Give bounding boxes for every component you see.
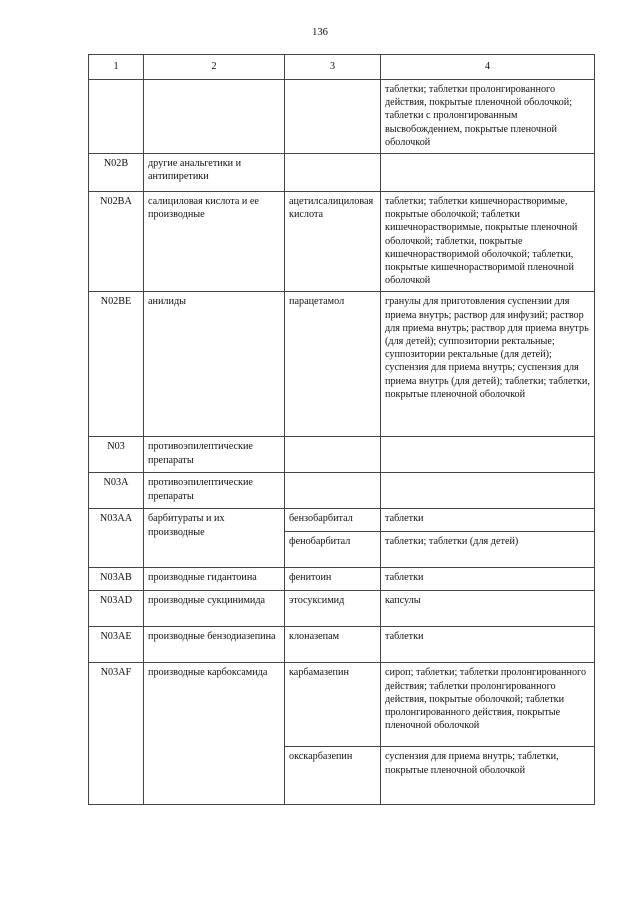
table-row	[89, 568, 595, 591]
group-cell: другие анальгетики и антипиретики	[144, 154, 285, 192]
table-row	[89, 473, 595, 509]
forms-cell: капсулы	[381, 591, 595, 627]
table-row	[89, 591, 595, 627]
forms-cell: гранулы для приготовления суспензии для приема внутрь; раствор для инфузий; раствор для приема внутрь; раствор для приема внутрь (для детей); суппозитории ректальные; суппозитории ректальные (для детей); суспензия для приема внутрь; суспензия для приема внутрь (для детей); таблетки; таблетки, покрытые пленочной оболочкой	[381, 292, 595, 437]
drug-cell: фенитоин	[285, 568, 381, 591]
table-row	[89, 192, 595, 292]
forms-cell: сироп; таблетки; таблетки пролонгированного действия; таблетки пролонгированного действия, покрытые оболочкой; таблетки пролонгированного действия, покрытые пленочной оболочкой	[381, 663, 595, 747]
forms-cell: таблетки; таблетки (для детей)	[381, 532, 595, 568]
group-cell: производные бензодиазепина	[144, 627, 285, 663]
group-cell	[144, 80, 285, 154]
code-cell: N03AF	[89, 663, 144, 805]
medication-table	[88, 54, 595, 805]
drug-cell: фенобарбитал	[285, 532, 381, 568]
forms-cell: таблетки	[381, 509, 595, 532]
code-cell: N03A	[89, 473, 144, 509]
drug-cell: карбамазепин	[285, 663, 381, 747]
drug-cell: клоназепам	[285, 627, 381, 663]
code-cell: N03AD	[89, 591, 144, 627]
column-header-4: 4	[381, 55, 595, 80]
group-cell: производные сукцинимида	[144, 591, 285, 627]
column-header-3: 3	[285, 55, 381, 80]
column-header-1: 1	[89, 55, 144, 80]
page-number: 136	[312, 27, 328, 38]
group-cell: противоэпилептические препараты	[144, 437, 285, 473]
code-cell	[89, 80, 144, 154]
table-row	[89, 292, 595, 437]
code-cell: N03AA	[89, 509, 144, 568]
group-cell: производные карбоксамида	[144, 663, 285, 805]
forms-cell: суспензия для приема внутрь; таблетки, покрытые пленочной оболочкой	[381, 747, 595, 805]
group-cell: салициловая кислота и ее производные	[144, 192, 285, 292]
table-row	[89, 509, 595, 532]
code-cell: N03	[89, 437, 144, 473]
column-header-2: 2	[144, 55, 285, 80]
drug-cell	[285, 437, 381, 473]
forms-cell	[381, 154, 595, 192]
drug-cell	[285, 154, 381, 192]
forms-cell	[381, 437, 595, 473]
table-row	[89, 627, 595, 663]
table-row	[89, 663, 595, 747]
code-cell: N02BE	[89, 292, 144, 437]
forms-cell: таблетки	[381, 627, 595, 663]
drug-cell: этосуксимид	[285, 591, 381, 627]
header-row	[89, 55, 595, 80]
group-cell: производные гидантоина	[144, 568, 285, 591]
drug-cell: бензобарбитал	[285, 509, 381, 532]
drug-cell: парацетамол	[285, 292, 381, 437]
group-cell: анилиды	[144, 292, 285, 437]
drug-cell	[285, 473, 381, 509]
group-cell: противоэпилептические препараты	[144, 473, 285, 509]
group-cell: барбитураты и их производные	[144, 509, 285, 568]
code-cell: N02BA	[89, 192, 144, 292]
table-row	[89, 80, 595, 154]
forms-cell	[381, 473, 595, 509]
drug-cell	[285, 80, 381, 154]
drug-cell: окскарбазепин	[285, 747, 381, 805]
code-cell: N03AB	[89, 568, 144, 591]
drug-cell: ацетилсалициловая кислота	[285, 192, 381, 292]
table-row	[89, 437, 595, 473]
code-cell: N03AE	[89, 627, 144, 663]
table-row	[89, 154, 595, 192]
forms-cell: таблетки; таблетки пролонгированного действия, покрытые пленочной оболочкой; таблетки с пролонгированным высвобождением, покрытые пленочной оболочкой	[381, 80, 595, 154]
forms-cell: таблетки; таблетки кишечнорастворимые, покрытые оболочкой; таблетки кишечнорастворимые, покрытые пленочной оболочкой; таблетки, покрытые кишечнорастворимой оболочкой; таблетки, покрытые кишечнорастворимой пленочной оболочкой	[381, 192, 595, 292]
forms-cell: таблетки	[381, 568, 595, 591]
code-cell: N02B	[89, 154, 144, 192]
